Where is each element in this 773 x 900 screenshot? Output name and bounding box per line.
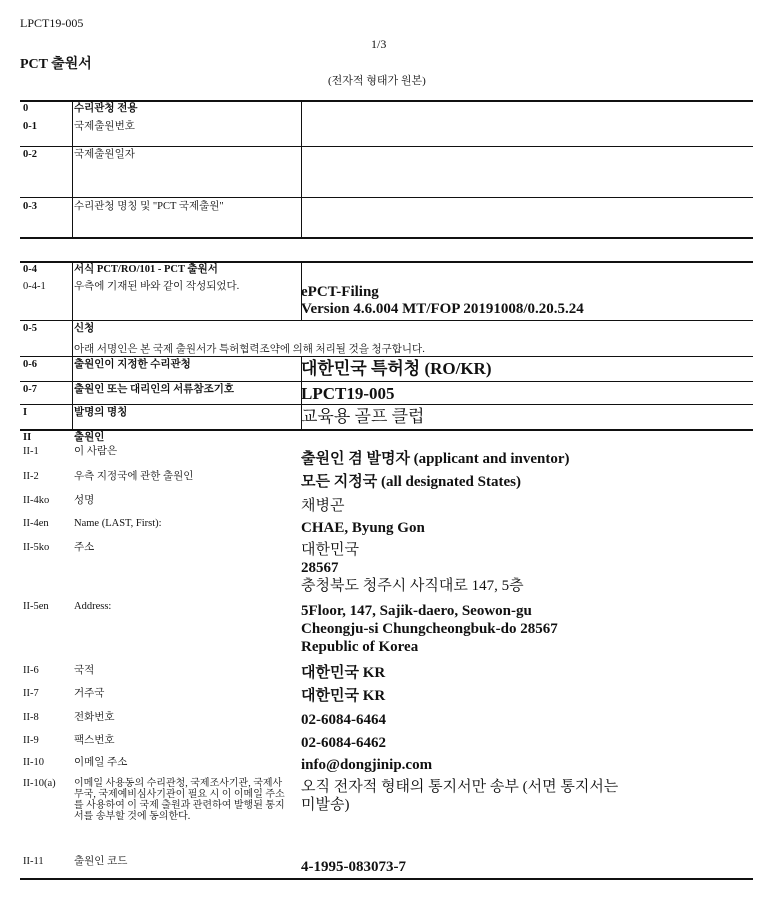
row-number: II-4ko xyxy=(23,495,50,506)
row-value: 오직 전자적 형태의 통지서만 송부 (서면 통지서는 xyxy=(301,779,619,795)
row-label: 이메일 주소 xyxy=(74,757,128,768)
row-number: 0-1 xyxy=(23,121,37,132)
row-number: II-9 xyxy=(23,735,39,746)
row-value-line3: 충청북도 청주시 사직대로 147, 5층 xyxy=(301,578,524,594)
row-number: 0-3 xyxy=(23,201,37,212)
row-value-line2: Cheongju-si Chungcheongbuk-do 28567 xyxy=(301,621,558,637)
row-value: 교육용 골프 클럽 xyxy=(301,407,425,426)
row-value-line2: 미발송) xyxy=(301,797,350,813)
row-number: II-7 xyxy=(23,688,39,699)
row-number: II-5en xyxy=(23,601,49,612)
row-label: 이 사람은 xyxy=(74,446,118,457)
table-rule xyxy=(20,100,753,102)
row-number: 0-2 xyxy=(23,149,37,160)
row-number: II-6 xyxy=(23,665,39,676)
row-label: 국제출원번호 xyxy=(74,121,135,132)
column-rule xyxy=(72,101,73,237)
row-label: 출원인 또는 대리인의 서류참조기호 xyxy=(74,384,235,395)
row-value: 모든 지정국 (all designated States) xyxy=(301,474,521,490)
row-value: 대한민국 xyxy=(301,542,359,558)
row-label: 출원인이 지정한 수리관청 xyxy=(74,359,191,370)
row-number: II-10(a) xyxy=(23,778,56,789)
document-id: LPCT19-005 xyxy=(20,16,84,30)
row-value-line2: 28567 xyxy=(301,560,339,576)
row-value: 02-6084-6464 xyxy=(301,712,386,728)
row-value: 02-6084-6462 xyxy=(301,735,386,751)
row-number: II xyxy=(23,432,32,443)
row-value-line3: Republic of Korea xyxy=(301,639,419,655)
row-label: 이메일 사용동의 수리관청, 국제조사기관, 국제사무국, 국제예비심사기관이 필요 시 이 이메일 주소를 사용하여 이 국제 출원과 관련하여 발행된 통지서를 송부할 것에 동의한다. xyxy=(74,778,285,822)
document-subtitle: (전자적 형태가 원본) xyxy=(328,75,426,87)
row-label: 수리관청 명칭 및 "PCT 국제출원" xyxy=(74,201,224,212)
row-value: 출원인 겸 발명자 (applicant and inventor) xyxy=(301,451,570,467)
row-label: 발명의 명칭 xyxy=(74,407,128,418)
row-label: 주소 xyxy=(74,542,95,553)
row-number: II-4en xyxy=(23,518,49,529)
row-number: 0-6 xyxy=(23,359,37,370)
table-rule xyxy=(20,404,753,405)
row-value: 4-1995-083073-7 xyxy=(301,859,406,875)
table-rule xyxy=(20,878,753,880)
table-rule xyxy=(20,381,753,382)
row-value: ePCT-Filing xyxy=(301,284,379,300)
row-number: II-11 xyxy=(23,856,44,867)
row-number: II-1 xyxy=(23,446,39,457)
row-label: Name (LAST, First): xyxy=(74,518,162,529)
row-number: 0-4 xyxy=(23,264,37,275)
table-rule xyxy=(20,197,753,198)
row-value: info@dongjinip.com xyxy=(301,757,433,773)
row-number: 0 xyxy=(23,103,29,114)
column-rule xyxy=(72,262,73,356)
row-value-line2: Version 4.6.004 MT/FOP 20191008/0.20.5.24 xyxy=(301,301,584,317)
row-label: 국적 xyxy=(74,665,95,676)
row-value: 대한민국 특허청 (RO/KR) xyxy=(301,359,492,378)
row-number: 0-7 xyxy=(23,384,37,395)
table-rule xyxy=(20,237,753,239)
table-rule xyxy=(20,261,753,263)
column-rule xyxy=(301,101,302,237)
row-statement: 아래 서명인은 본 국제 출원서가 특허협력조약에 의해 처리될 것을 청구합니다. xyxy=(74,344,425,355)
row-value: LPCT19-005 xyxy=(301,384,395,403)
row-label: 출원인 xyxy=(74,432,105,443)
row-number: I xyxy=(23,407,28,418)
row-label: 수리관청 전용 xyxy=(74,103,138,114)
row-number: 0-4-1 xyxy=(23,281,46,292)
row-value: 채병곤 xyxy=(301,498,345,514)
row-label: 성명 xyxy=(74,495,95,506)
table-rule xyxy=(20,356,753,357)
row-value: 대한민국 KR xyxy=(301,688,386,704)
row-value: 대한민국 KR xyxy=(301,665,386,681)
row-number: 0-5 xyxy=(23,323,37,334)
table-rule xyxy=(20,429,753,431)
row-label: 신청 xyxy=(74,323,95,334)
column-rule xyxy=(72,357,73,429)
row-number: II-8 xyxy=(23,712,39,723)
table-rule xyxy=(20,320,753,321)
row-label: 팩스번호 xyxy=(74,735,115,746)
row-number: II-5ko xyxy=(23,542,50,553)
row-label: 거주국 xyxy=(74,688,105,699)
row-label: 서식 PCT/RO/101 - PCT 출원서 xyxy=(74,264,218,275)
row-number: II-2 xyxy=(23,471,39,482)
table-rule xyxy=(20,146,753,147)
row-label: 우측 지정국에 관한 출원인 xyxy=(74,471,194,482)
page-number: 1/3 xyxy=(371,37,387,51)
row-number: II-10 xyxy=(23,757,44,768)
row-label: 출원인 코드 xyxy=(74,856,128,867)
row-value: CHAE, Byung Gon xyxy=(301,520,425,536)
row-label: 전화번호 xyxy=(74,712,115,723)
row-label: Address: xyxy=(74,601,112,612)
document-title: PCT 출원서 xyxy=(20,57,92,72)
row-label: 국제출원일자 xyxy=(74,149,135,160)
row-value: 5Floor, 147, Sajik-daero, Seowon-gu xyxy=(301,603,532,619)
row-label: 우측에 기재된 바와 같이 작성되었다. xyxy=(74,281,240,292)
